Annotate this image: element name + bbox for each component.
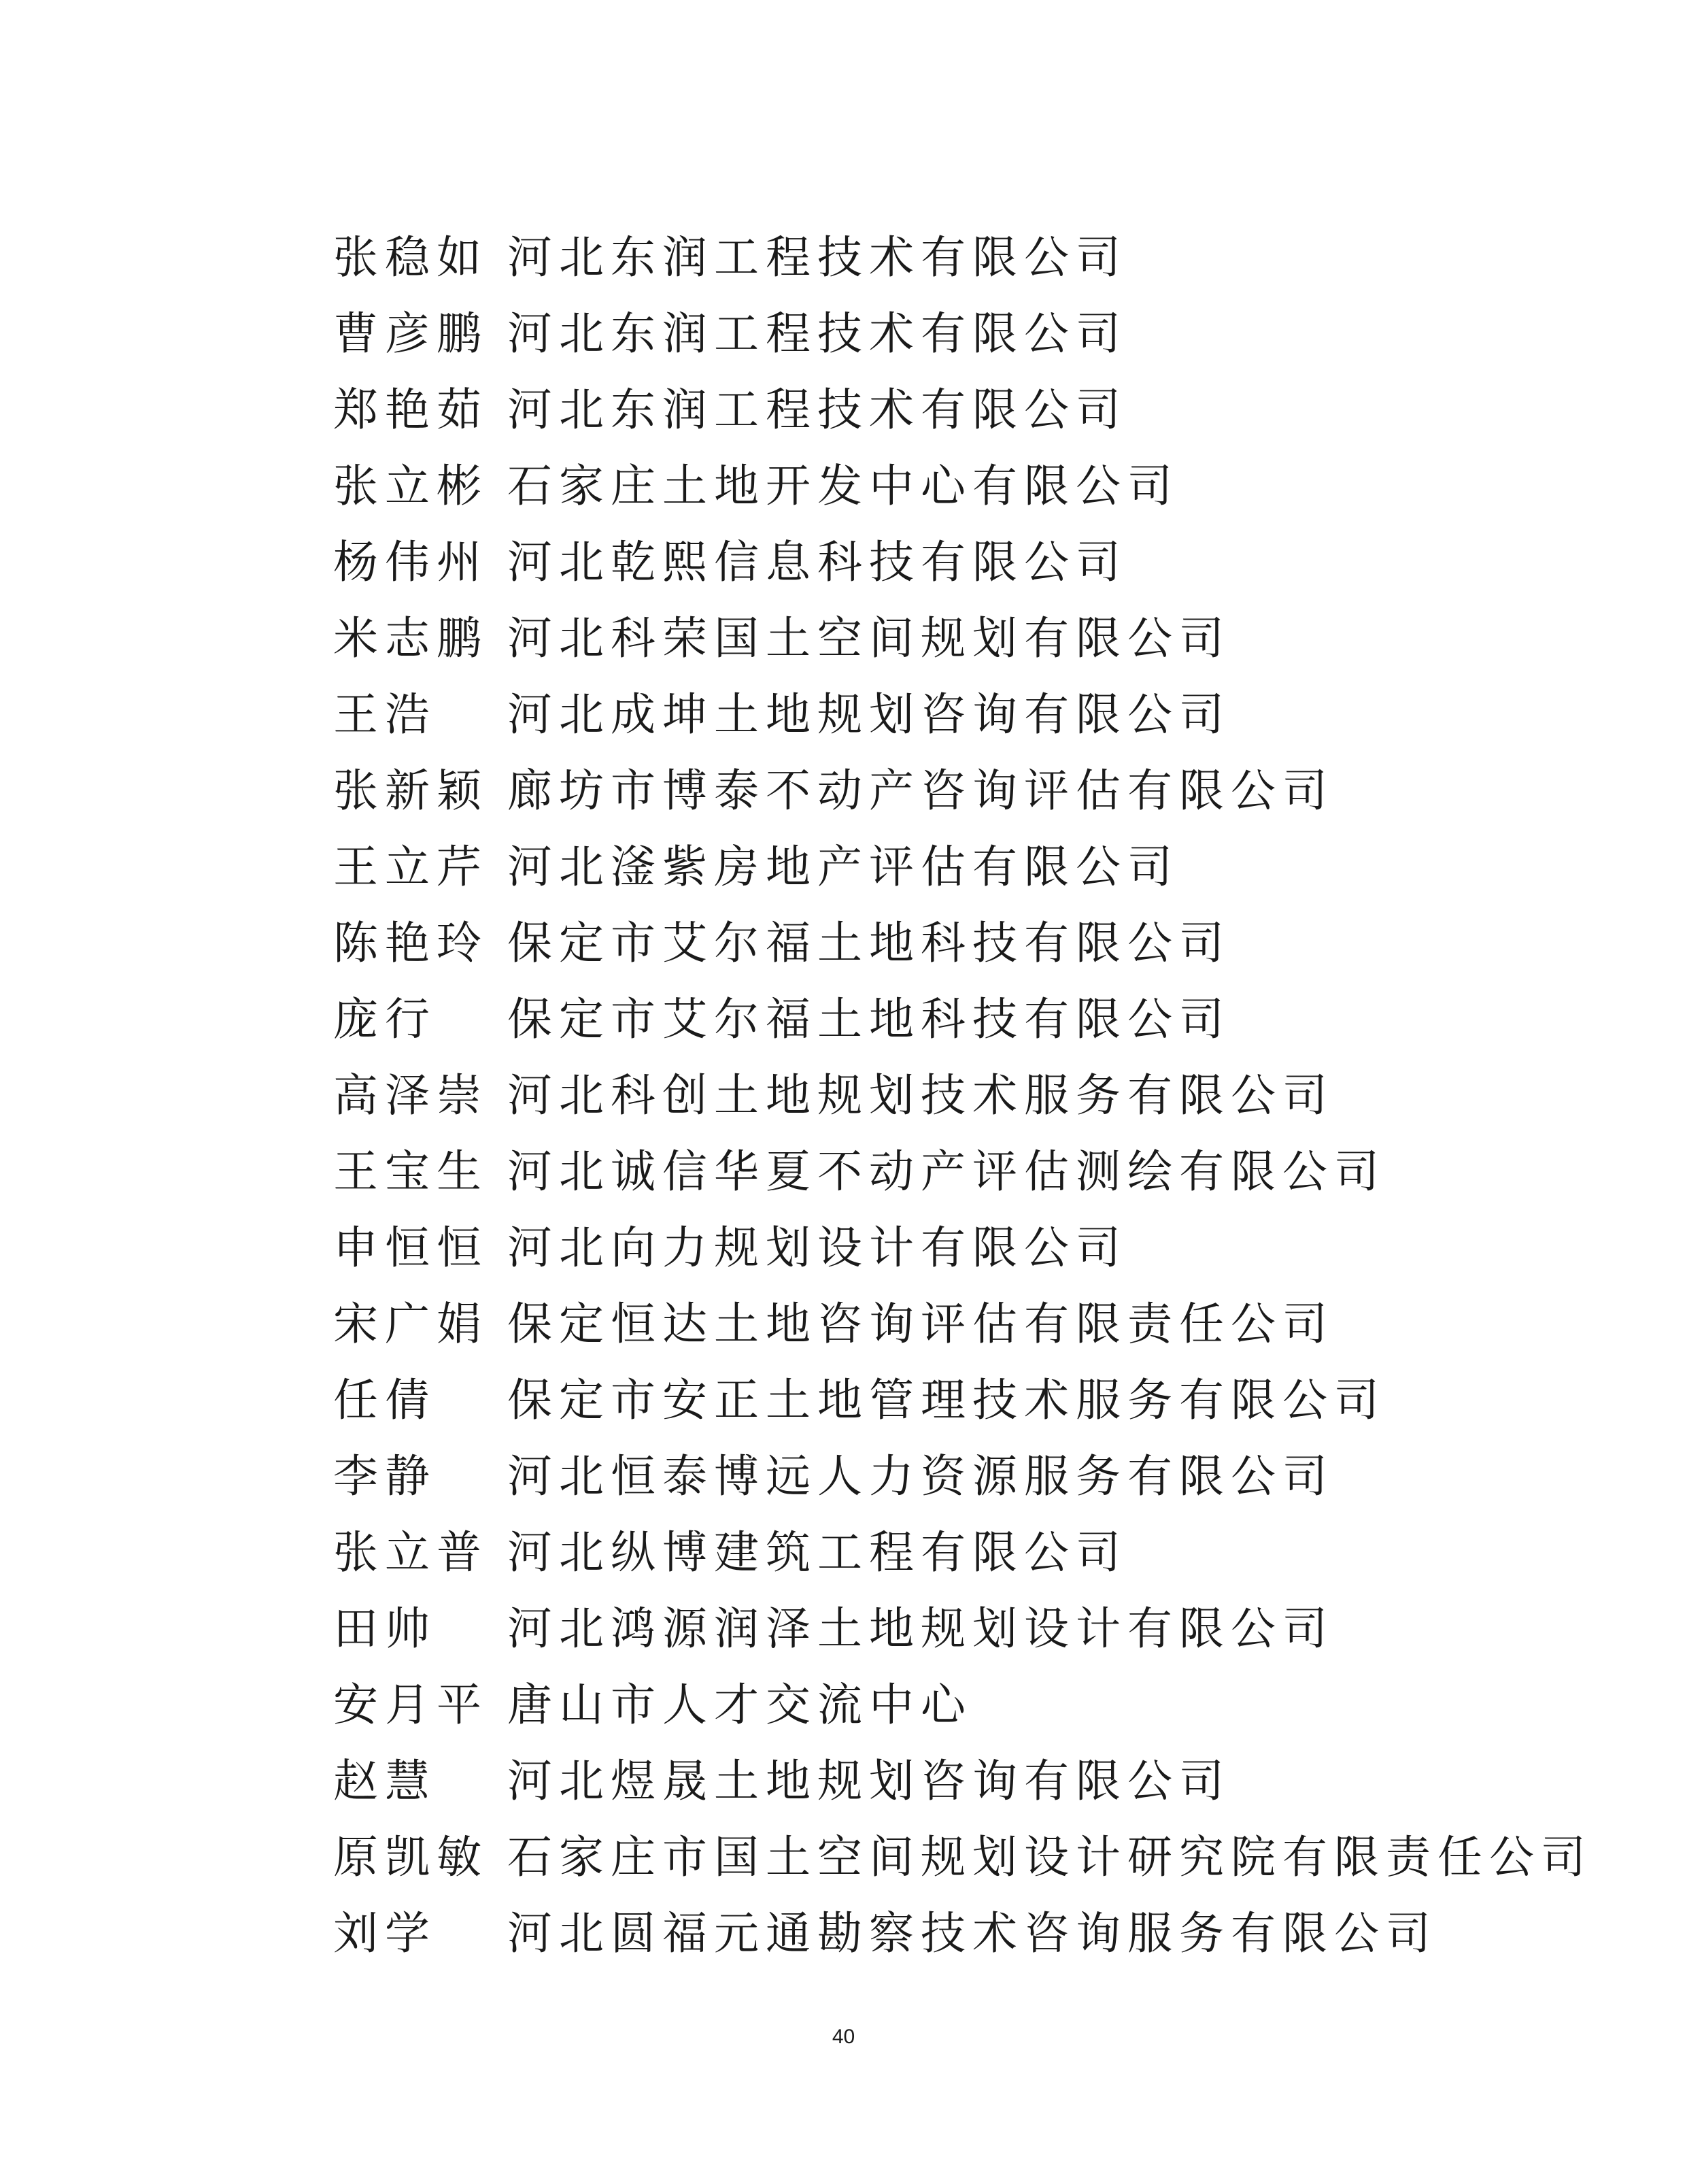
list-item	[333, 1205, 1625, 1281]
list-item	[333, 1053, 1625, 1129]
organization-name: 河北东润工程技术有限公司	[507, 383, 1127, 436]
list-item	[333, 1738, 1625, 1815]
organization-name: 河北纵博建筑工程有限公司	[507, 1526, 1127, 1579]
organization-name: 河北恒泰博远人力资源服务有限公司	[507, 1449, 1334, 1502]
list-item	[333, 1510, 1625, 1586]
organization-name: 河北科荣国土空间规划有限公司	[507, 611, 1231, 665]
organization-name: 河北成坤土地规划咨询有限公司	[507, 688, 1231, 741]
list-item	[333, 901, 1625, 977]
person-name: 刘学	[333, 1906, 437, 1960]
list-item	[333, 1891, 1625, 1967]
organization-name: 河北鸿源润泽土地规划设计有限公司	[507, 1602, 1334, 1655]
list-item	[333, 443, 1625, 520]
list-item	[333, 1662, 1625, 1738]
person-name: 曹彦鹏	[333, 307, 488, 360]
organization-name: 石家庄市国土空间规划设计研究院有限责任公司	[507, 1830, 1592, 1883]
person-name: 赵慧	[333, 1754, 437, 1807]
person-name: 申恒恒	[333, 1221, 488, 1274]
person-name: 米志鹏	[333, 611, 488, 665]
organization-name: 河北乾熙信息科技有限公司	[507, 535, 1127, 588]
person-name: 张新颖	[333, 764, 488, 817]
list-item	[333, 367, 1625, 443]
organization-name: 河北科创土地规划技术服务有限公司	[507, 1069, 1334, 1122]
person-name: 陈艳玲	[333, 916, 488, 969]
list-item	[333, 215, 1625, 291]
organization-name: 河北滏紫房地产评估有限公司	[507, 840, 1179, 893]
list-item	[333, 672, 1625, 748]
person-name: 庞行	[333, 992, 437, 1045]
person-name: 王宝生	[333, 1145, 488, 1198]
organization-name: 河北东润工程技术有限公司	[507, 307, 1127, 360]
person-name: 任倩	[333, 1373, 437, 1426]
person-name: 原凯敏	[333, 1830, 488, 1883]
organization-name: 保定市艾尔福土地科技有限公司	[507, 992, 1231, 1045]
person-name: 李静	[333, 1449, 437, 1502]
list-item	[333, 596, 1625, 672]
person-name: 杨伟州	[333, 535, 488, 588]
organization-name: 石家庄土地开发中心有限公司	[507, 459, 1179, 512]
organization-name: 保定市安正土地管理技术服务有限公司	[507, 1373, 1386, 1426]
person-name: 高泽崇	[333, 1069, 488, 1122]
list-item	[333, 1281, 1625, 1358]
list-item	[333, 748, 1625, 824]
person-name: 宋广娟	[333, 1297, 488, 1350]
organization-name: 廊坊市博泰不动产咨询评估有限公司	[507, 764, 1334, 817]
person-name: 王浩	[333, 688, 437, 741]
list-item	[333, 1815, 1625, 1891]
organization-name: 河北向力规划设计有限公司	[507, 1221, 1127, 1274]
list-item	[333, 520, 1625, 596]
organization-name: 河北圆福元通勘察技术咨询服务有限公司	[507, 1906, 1437, 1960]
organization-name: 保定市艾尔福土地科技有限公司	[507, 916, 1231, 969]
organization-name: 河北诚信华夏不动产评估测绘有限公司	[507, 1145, 1386, 1198]
list-item	[333, 1434, 1625, 1510]
list-item	[333, 1358, 1625, 1434]
organization-name: 河北东润工程技术有限公司	[507, 231, 1127, 284]
person-name: 王立芹	[333, 840, 488, 893]
person-name: 郑艳茹	[333, 383, 488, 436]
organization-name: 河北煜晟土地规划咨询有限公司	[507, 1754, 1231, 1807]
name-list	[333, 215, 1625, 1967]
person-name: 田帅	[333, 1602, 437, 1655]
list-item	[333, 977, 1625, 1053]
page-number: 40	[832, 2026, 855, 2048]
list-item	[333, 1129, 1625, 1205]
list-item	[333, 291, 1625, 367]
person-name: 张立普	[333, 1526, 488, 1579]
list-item	[333, 824, 1625, 901]
person-name: 张稳如	[333, 231, 488, 284]
organization-name: 唐山市人才交流中心	[507, 1678, 972, 1731]
list-item	[333, 1586, 1625, 1662]
person-name: 安月平	[333, 1678, 488, 1731]
person-name: 张立彬	[333, 459, 488, 512]
organization-name: 保定恒达土地咨询评估有限责任公司	[507, 1297, 1334, 1350]
